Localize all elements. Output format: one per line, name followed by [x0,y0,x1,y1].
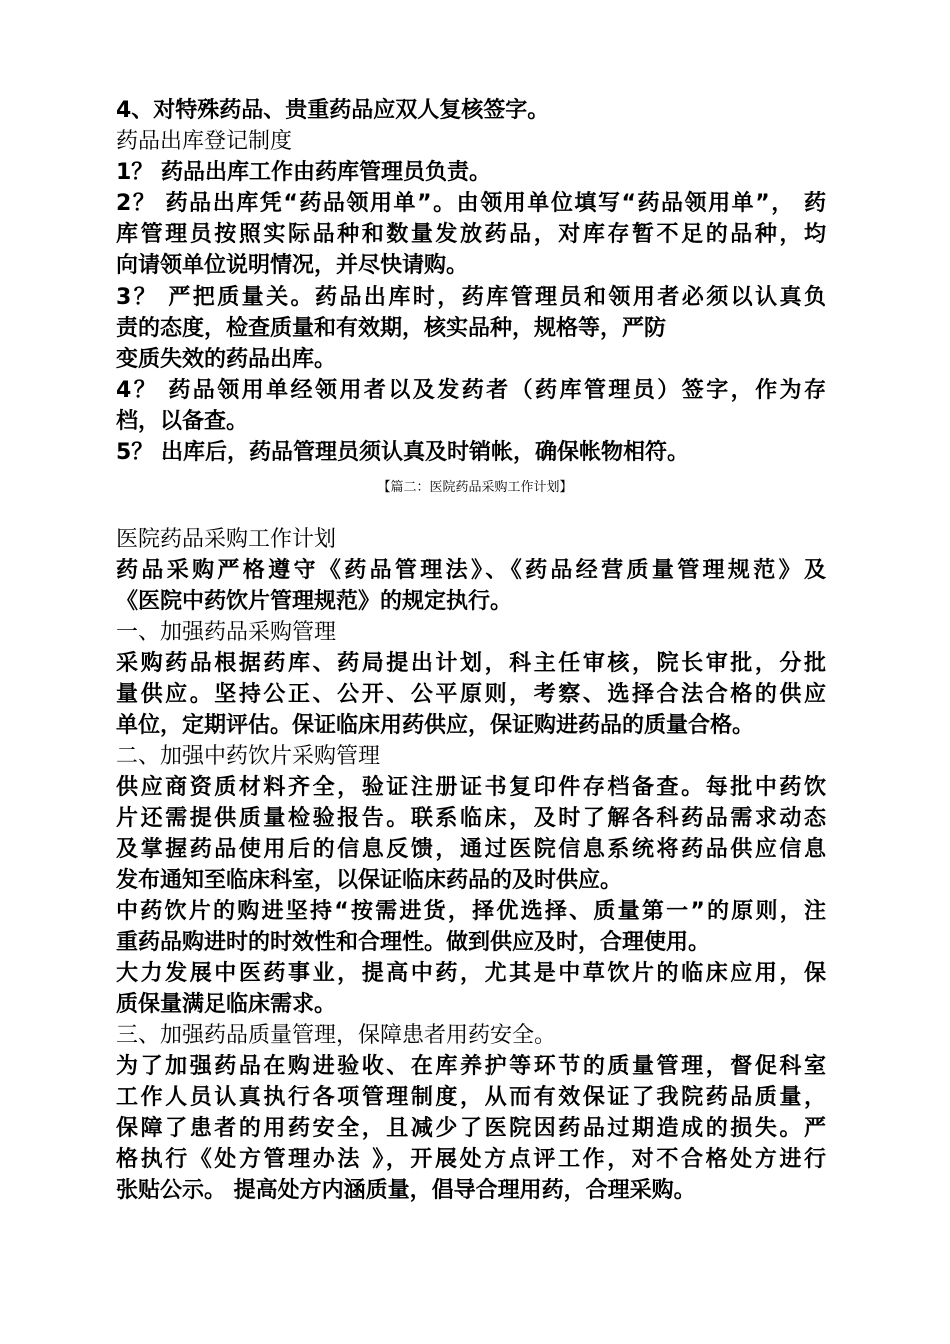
text-line: 变质失效的药品出库。 [116,347,337,372]
text-line: 1？ 药品出库工作由药库管理员负责。 [116,160,491,185]
text-line: 档，以备查。 [116,409,249,434]
section-divider: 【篇二：医院药品采购工作计划】 [377,480,573,495]
text-line: 供应商资质材料齐全，验证注册证书复印件存档备查。每批中药饮 [116,775,826,800]
text-line: 为了加强药品在购进验收、在库养护等环节的质量管理，督促科室 [116,1054,826,1079]
text-line: 2？ 药品出库凭“药品领用单”。由领用单位填写“药品领用单”， 药 [116,191,826,216]
text-line: 向请领单位说明情况，并尽快请购。 [116,253,469,278]
text-line: 4？ 药品领用单经领用者以及发药者（药库管理员）签字，作为存 [116,378,826,403]
document-title: 医院药品采购工作计划 [116,527,337,552]
text-line: 发布通知至临床科室，以保证临床药品的及时供应。 [116,868,623,893]
text-line: 格执行《处方管理办法 》，开展处方点评工作，对不合格处方进行 [116,1147,826,1172]
text-line: 中药饮片的购进坚持“按需进货，择优选择、质量第一”的原则，注 [116,899,826,924]
text-line: 保障了患者的用药安全，且减少了医院因药品过期造成的损失。严 [116,1116,826,1141]
text-line: 工作人员认真执行各项管理制度，从而有效保证了我院药品质量， [116,1085,826,1110]
text-line: 库管理员按照实际品种和数量发放药品，对库存暂不足的品种，均 [116,222,826,247]
text-line: 3？ 严把质量关。药品出库时，药库管理员和领用者必须以认真负 [116,285,826,310]
text-line: 责的态度，检查质量和有效期，核实品种，规格等，严防 [116,316,667,341]
text-line: 片还需提供质量检验报告。联系临床，及时了解各科药品需求动态 [116,806,826,831]
section-heading: 三、加强药品质量管理，保障患者用药安全。 [116,1023,557,1048]
text-line: 药品采购严格遵守《药品管理法》、《药品经营质量管理规范》及 [116,558,826,583]
text-line: 张贴公示。 提高处方内涵质量，倡导合理用药，合理采购。 [116,1178,696,1203]
text-line: 单位，定期评估。保证临床用药供应，保证购进药品的质量合格。 [116,713,755,738]
text-line: 质保量满足临床需求。 [116,992,337,1017]
section-heading: 一、加强药品采购管理 [116,620,337,645]
text-line: 大力发展中医药事业，提高中药，尤其是中草饮片的临床应用，保 [116,961,826,986]
text-line: 及掌握药品使用后的信息反馈，通过医院信息系统将药品供应信息 [116,837,826,862]
text-line: 量供应。坚持公正、公开、公平原则，考察、选择合法合格的供应 [116,682,826,707]
text-line: 《医院中药饮片管理规范》的规定执行。 [116,589,513,614]
text-line: 重药品购进时的时效性和合理性。做到供应及时，合理使用。 [116,930,711,955]
section-heading: 二、加强中药饮片采购管理 [116,744,381,769]
section-heading: 药品出库登记制度 [116,129,293,154]
text-line: 4、对特殊药品、贵重药品应双人复核签字。 [116,98,550,123]
text-line: 5？ 出库后，药品管理员须认真及时销帐，确保帐物相符。 [116,440,689,465]
text-line: 采购药品根据药库、药局提出计划，科主任审核，院长审批，分批 [116,651,826,676]
